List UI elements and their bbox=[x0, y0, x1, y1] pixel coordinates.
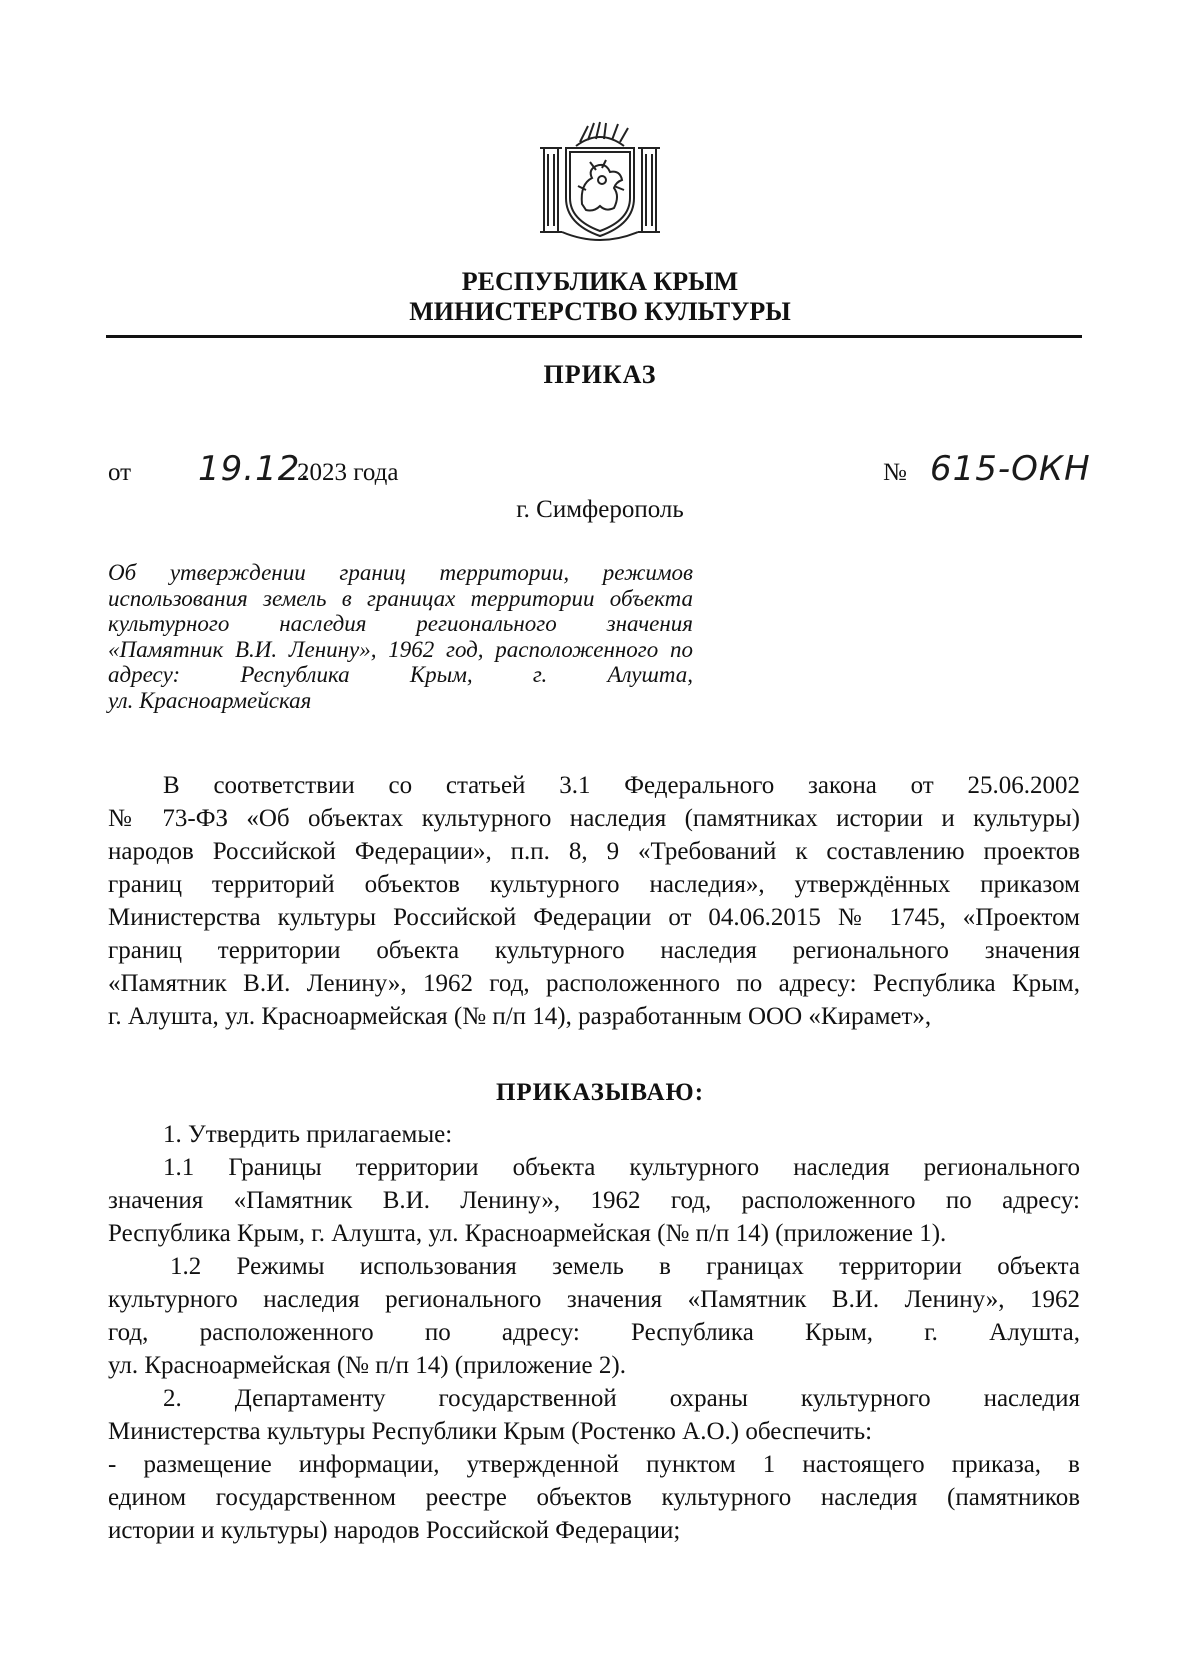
crimea-coat-of-arms-emblem bbox=[536, 120, 664, 242]
preamble-line: границ территорий объектов культурного наследия», утверждённых приказом bbox=[108, 871, 1080, 898]
order-number-label: № bbox=[883, 459, 907, 486]
document-type-title: ПРИКАЗ bbox=[543, 360, 657, 389]
body-line: 2. Департаменту государственной охраны культурного наследия bbox=[163, 1385, 1080, 1412]
org-name-ministry: МИНИСТЕРСТВО КУЛЬТУРЫ bbox=[409, 297, 791, 326]
preamble-line: Министерства культуры Российской Федерации от 04.06.2015 № 1745, «Проектом bbox=[108, 904, 1080, 931]
date-year: 2023 года bbox=[297, 459, 399, 486]
preamble-line: № 73-ФЗ «Об объектах культурного наследия (памятниках истории и культуры) bbox=[108, 805, 1080, 832]
order-heading: ПРИКАЗЫВАЮ: bbox=[495, 1079, 705, 1106]
preamble-line: границ территории объекта культурного наследия регионального значения bbox=[108, 937, 1080, 964]
subject-line: адресу: Республика Крым, г. Алушта, bbox=[108, 662, 693, 687]
body-line: ул. Красноармейская (№ п/п 14) (приложение 2). bbox=[108, 1352, 626, 1379]
order-subject bbox=[108, 560, 693, 713]
body-line: 1. Утвердить прилагаемые: bbox=[163, 1121, 453, 1148]
preamble-line: В соответствии со статьей 3.1 Федерального закона от 25.06.2002 bbox=[163, 772, 1080, 799]
body-line: 1.1 Границы территории объекта культурного наследия регионального bbox=[163, 1154, 1080, 1181]
handwritten-date: 19.12. bbox=[198, 449, 313, 489]
preamble-line: г. Алушта, ул. Красноармейская (№ п/п 14), разработанным ООО «Кирамет», bbox=[108, 1003, 932, 1030]
subject-line: Об утверждении границ территории, режимов bbox=[108, 560, 693, 585]
subject-line: «Памятник В.И. Ленину», 1962 год, расположенного по bbox=[108, 636, 693, 662]
date-from-label: от bbox=[108, 459, 132, 486]
subject-line: культурного наследия регионального значения bbox=[108, 611, 693, 636]
city-name: г. Симферополь bbox=[516, 496, 684, 523]
body-line: Министерства культуры Республики Крым (Ростенко А.О.) обеспечить: bbox=[108, 1418, 873, 1445]
body-line: истории и культуры) народов Российской Федерации; bbox=[108, 1517, 681, 1544]
org-name-republic: РЕСПУБЛИКА КРЫМ bbox=[461, 267, 739, 296]
body-line: культурного наследия регионального значения «Памятник В.И. Ленину», 1962 bbox=[108, 1286, 1080, 1313]
handwritten-order-number: 615-ОКН bbox=[930, 449, 1091, 489]
body-line: - размещение информации, утвержденной пунктом 1 настоящего приказа, в bbox=[108, 1451, 1080, 1478]
subject-line: использования земель в границах территории объекта bbox=[108, 585, 693, 611]
body-line: Республика Крым, г. Алушта, ул. Красноармейская (№ п/п 14) (приложение 1). bbox=[108, 1220, 947, 1247]
preamble-line: народов Российской Федерации», п.п. 8, 9 «Требований к составлению проектов bbox=[108, 838, 1080, 865]
header-divider bbox=[106, 335, 1082, 338]
body-line: едином государственном реестре объектов культурного наследия (памятников bbox=[108, 1484, 1080, 1511]
body-line: год, расположенного по адресу: Республика Крым, г. Алушта, bbox=[108, 1319, 1080, 1346]
preamble-line: «Памятник В.И. Ленину», 1962 год, расположенного по адресу: Республика Крым, bbox=[108, 970, 1080, 997]
body-line: значения «Памятник В.И. Ленину», 1962 год, расположенного по адресу: bbox=[108, 1187, 1080, 1214]
body-line: 1.2 Режимы использования земель в границах территории объекта bbox=[170, 1253, 1080, 1280]
subject-line: ул. Красноармейская bbox=[108, 687, 312, 713]
